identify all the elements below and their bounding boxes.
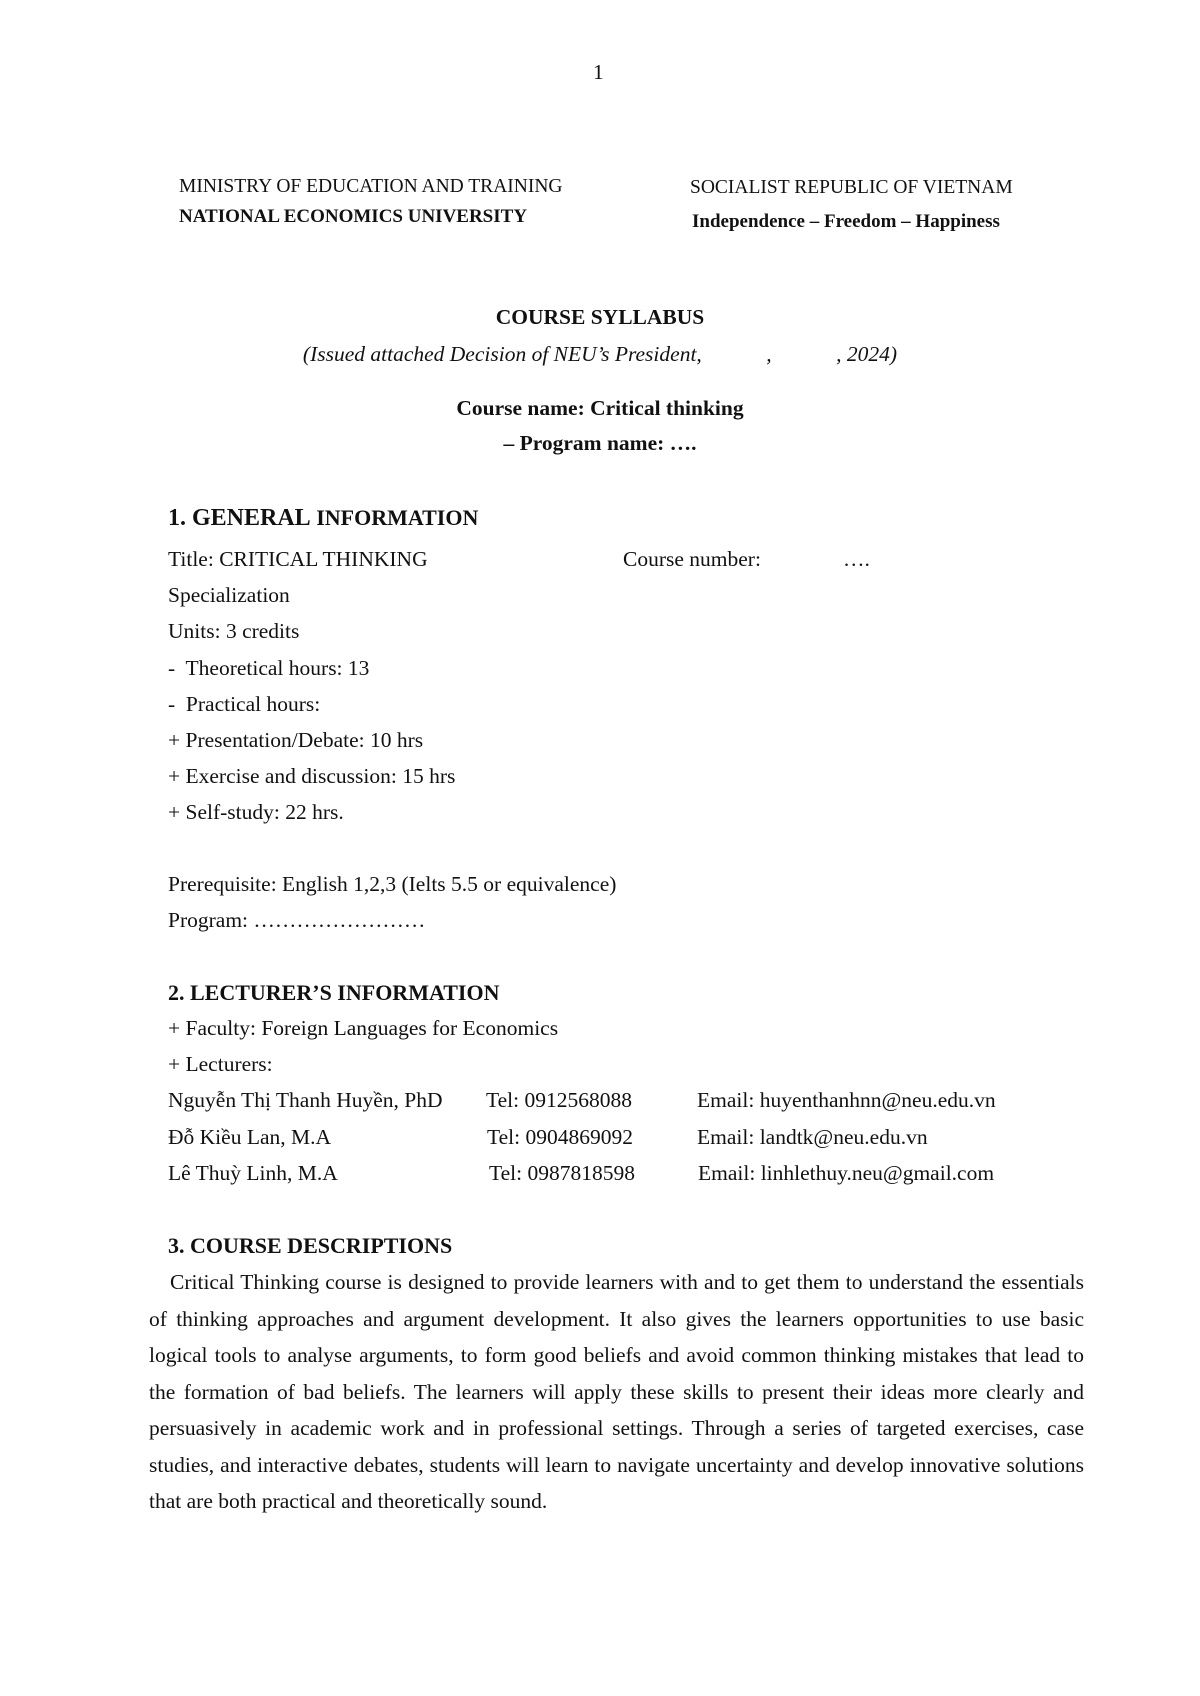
section-heading-general [168, 505, 478, 532]
prerequisite-line: Prerequisite: English 1,2,3 (Ielts 5.5 or equivalence) [168, 872, 617, 896]
republic-name: SOCIALIST REPUBLIC OF VIETNAM [690, 177, 1013, 198]
practical-hours-line: - Practical hours: [168, 692, 321, 716]
self-study-hours-line: + Self-study: 22 hrs. [168, 800, 344, 824]
specialization-line: Specialization [168, 583, 290, 607]
section-heading-general-number: 1. GENERAL [168, 505, 311, 531]
lecturer-tel: Tel: 0987818598 [489, 1161, 635, 1185]
lecturer-email: Email: huyenthanhnn@neu.edu.vn [697, 1088, 996, 1112]
section-heading-general-rest: INFORMATION [310, 505, 479, 530]
section-heading-description: 3. COURSE DESCRIPTIONS [168, 1233, 453, 1258]
course-number-value: …. [843, 547, 870, 571]
lecturers-label: + Lecturers: [168, 1052, 273, 1076]
ministry-name: MINISTRY OF EDUCATION AND TRAINING [179, 176, 563, 197]
course-number-label: Course number: [623, 547, 761, 571]
lecturer-email: Email: landtk@neu.edu.vn [697, 1125, 928, 1149]
program-line: Program: …………………… [168, 908, 426, 932]
units-line: Units: 3 credits [168, 619, 300, 643]
course-name: Course name: Critical thinking [456, 396, 744, 420]
program-name: – Program name: …. [503, 431, 697, 455]
exercise-hours-line: + Exercise and discussion: 15 hrs [168, 764, 456, 788]
lecturer-name: Lê Thuỳ Linh, M.A [168, 1161, 338, 1185]
lecturer-name: Nguyễn Thị Thanh Huyền, PhD [168, 1088, 443, 1112]
university-name: NATIONAL ECONOMICS UNIVERSITY [179, 206, 528, 227]
lecturer-email: Email: linhlethuy.neu@gmail.com [698, 1161, 995, 1185]
presentation-hours-line: + Presentation/Debate: 10 hrs [168, 728, 424, 752]
national-motto: Independence – Freedom – Happiness [692, 211, 1000, 232]
lecturer-name: Đỗ Kiều Lan, M.A [168, 1125, 332, 1149]
course-title-line: Title: CRITICAL THINKING [168, 547, 428, 571]
theoretical-hours-line: - Theoretical hours: 13 [168, 656, 370, 680]
document-title: COURSE SYLLABUS [495, 305, 705, 329]
lecturer-tel: Tel: 0904869092 [487, 1125, 633, 1149]
page-number: 1 [593, 60, 604, 84]
lecturer-tel: Tel: 0912568088 [486, 1088, 632, 1112]
course-description-paragraph: Critical Thinking course is designed to provide learners with and to get them to understand the essentials of thinking approaches and argument development. It also gives the learners opportunities to use basic logical tools to analyse arguments, to form good beliefs and avoid common thinking mistakes that lead to the formation of bad beliefs. The learners will apply these skills to present their ideas more clearly and persuasively in academic work and in professional settings. Through a series of targeted exercises, case studies, and interactive debates, students will learn to navigate uncertainty and develop innovative solutions that are both practical and theoretically sound. [149, 1270, 1084, 1513]
faculty-line: + Faculty: Foreign Languages for Economics [168, 1016, 559, 1040]
document-subtitle: (Issued attached Decision of NEU’s President, , , 2024) [302, 342, 898, 366]
section-heading-lecturer: 2. LECTURER’S INFORMATION [168, 980, 500, 1005]
